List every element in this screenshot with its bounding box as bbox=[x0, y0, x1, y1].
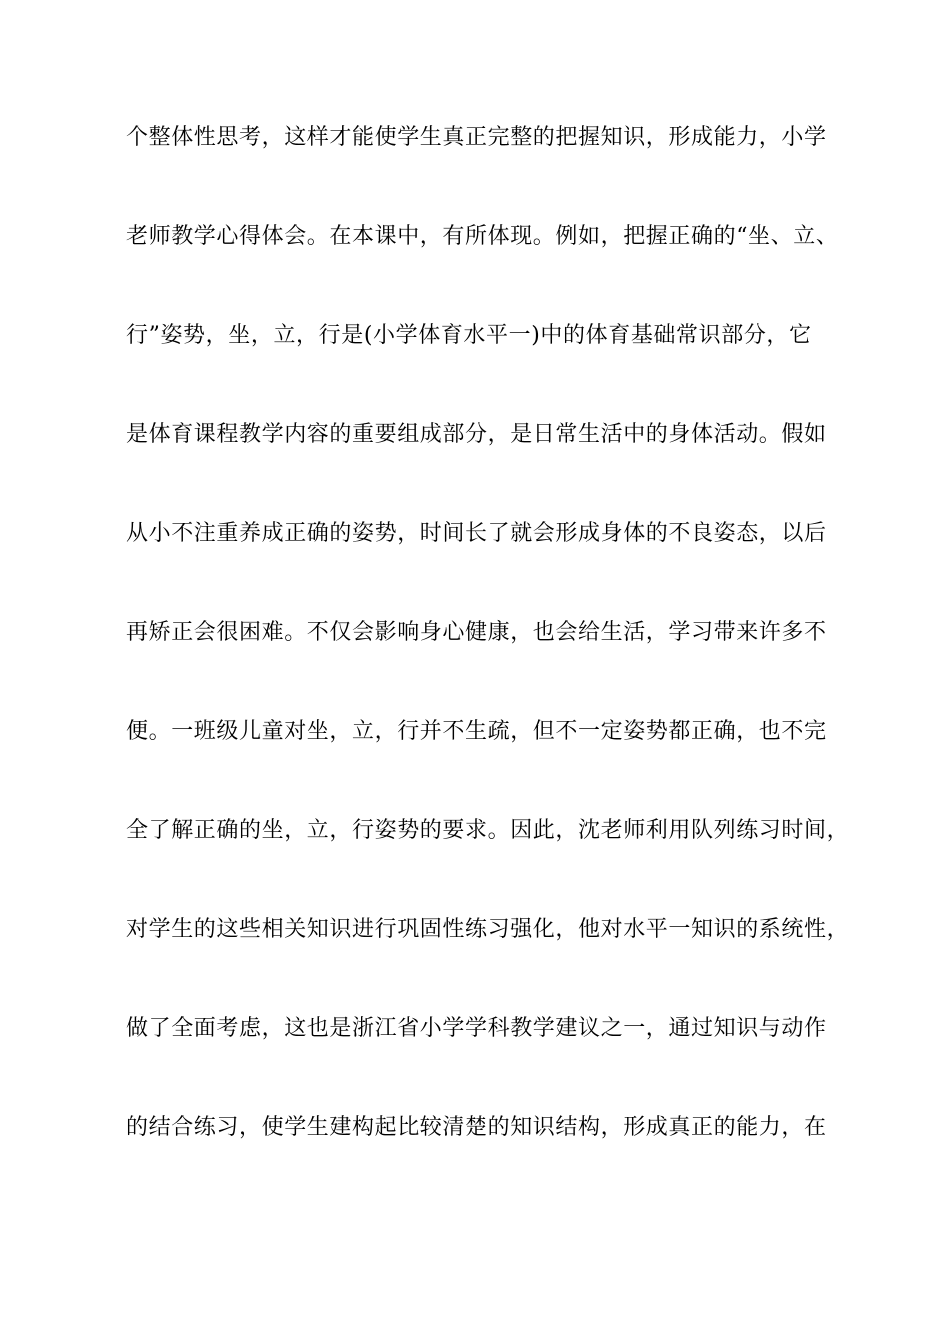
text-line: 是体育课程教学内容的重要组成部分，是日常生活中的身体活动。假如 bbox=[126, 422, 827, 447]
text-line: 再矫正会很困难。不仅会影响身心健康，也会给生活，学习带来许多不 bbox=[126, 620, 827, 645]
text-line: 全了解正确的坐，立，行姿势的要求。因此，沈老师利用队列练习时间， bbox=[126, 818, 850, 843]
text-line: 便。一班级儿童对坐，立，行并不生疏，但不一定姿势都正确，也不完 bbox=[126, 719, 827, 744]
text-line: 从小不注重养成正确的姿势，时间长了就会形成身体的不良姿态，以后 bbox=[126, 521, 827, 546]
text-line: 行”姿势，坐，立，行是(小学体育水平一)中的体育基础常识部分，它 bbox=[126, 323, 812, 348]
text-line: 对学生的这些相关知识进行巩固性练习强化，他对水平一知识的系统性， bbox=[126, 917, 850, 942]
body-paragraph bbox=[126, 115, 850, 1204]
text-line: 的结合练习，使学生建构起比较清楚的知识结构，形成真正的能力，在 bbox=[126, 1115, 827, 1140]
text-line: 老师教学心得体会。在本课中，有所体现。例如，把握正确的“坐、立、 bbox=[126, 224, 839, 249]
text-line: 个整体性思考，这样才能使学生真正完整的把握知识，形成能力，小学 bbox=[126, 125, 827, 150]
text-line: 做了全面考虑，这也是浙江省小学学科教学建议之一，通过知识与动作 bbox=[126, 1016, 827, 1041]
